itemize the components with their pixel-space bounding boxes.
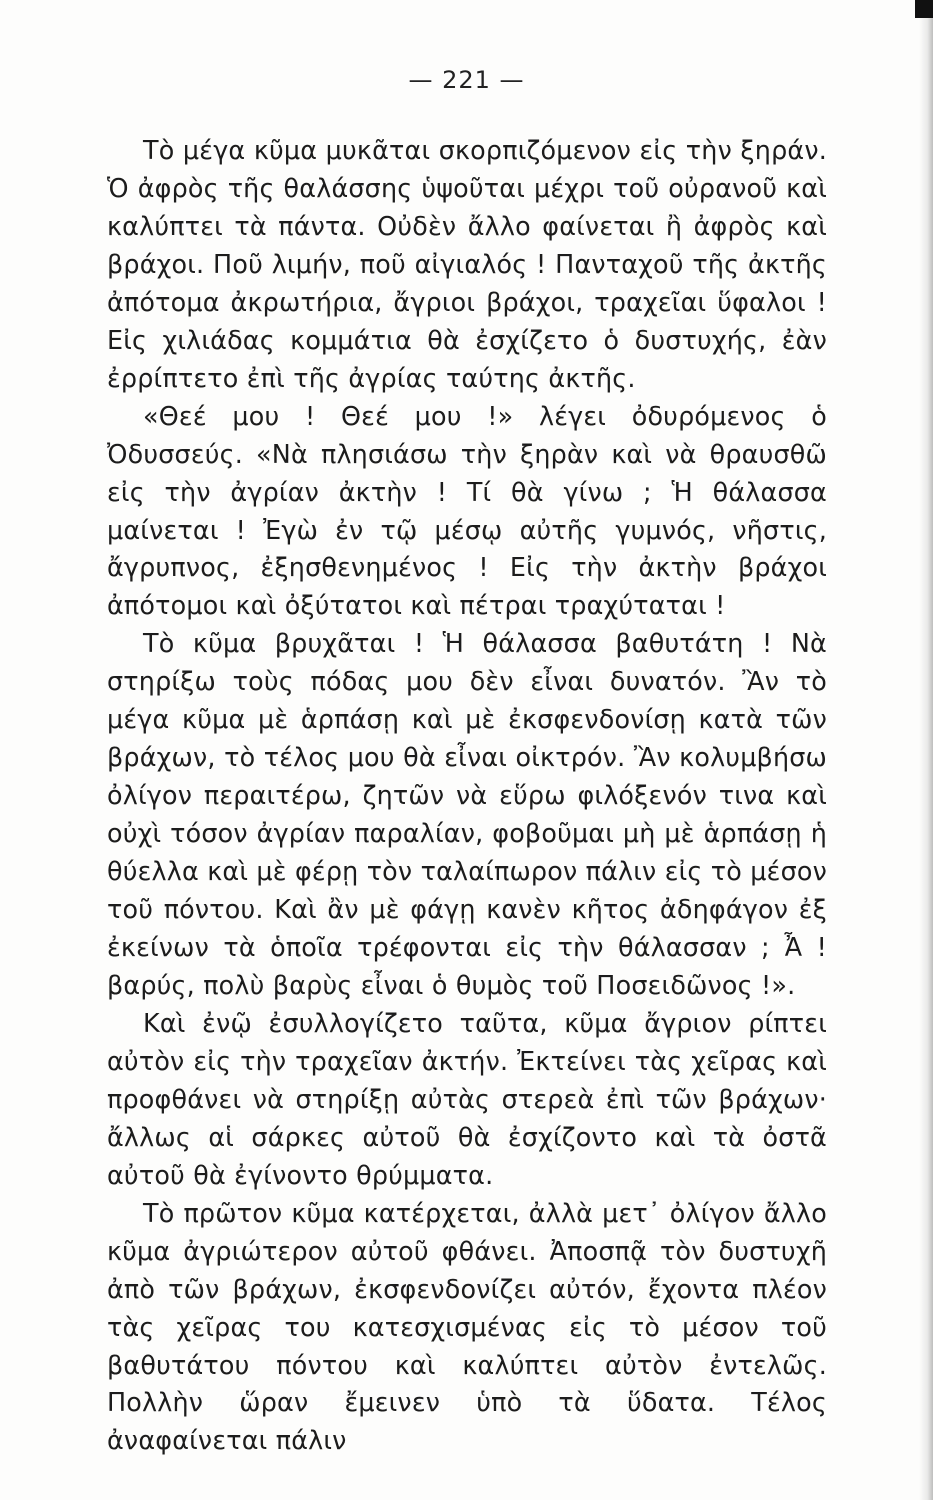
- page-edge-shadow: [919, 0, 933, 1500]
- page-number: — 221 —: [408, 66, 525, 94]
- body-text: [107, 132, 827, 1460]
- paragraph: Τὸ κῦμα βρυχᾶται ! Ἡ θάλασσα βαθυτάτη ! Νὰ στηρίξω τοὺς πόδας μου δὲν εἶναι δυνατόν. Ἂν τὸ μέγα κῦμα μὲ ἁρπάσῃ καὶ μὲ ἐκσφενδονίσῃ κατὰ τῶν βράχων, τὸ τέλος μου θὰ εἶναι οἰκτρόν. Ἂν κολυμβήσω ὀλίγον περαιτέρω, ζητῶν νὰ εὕρω φιλόξενόν τινα καὶ οὐχὶ τόσον ἀγρίαν παραλίαν, φοβοῦμαι μὴ μὲ ἁρπάσῃ ἡ θύελλα καὶ μὲ φέρῃ τὸν ταλαίπωρον πάλιν εἰς τὸ μέσον τοῦ πόντου. Καὶ ἂν μὲ φάγῃ κανὲν κῆτος ἀδηφάγον ἐξ ἐκείνων τὰ ὁποῖα τρέφονται εἰς τὴν θάλασσαν ; Ἆ ! βαρύς, πολὺ βαρὺς εἶναι ὁ θυμὸς τοῦ Ποσειδῶνος !».: [107, 628, 827, 1000]
- paragraph: Τὸ μέγα κῦμα μυκᾶται σκορπιζόμενον εἰς τὴν ξηράν. Ὁ ἀφρὸς τῆς θαλάσσης ὑψοῦται μέχρι τοῦ οὐρανοῦ καὶ καλύπτει τὰ πάντα. Οὐδὲν ἄλλο φαίνεται ἢ ἀφρὸς καὶ βράχοι. Ποῦ λιμήν, ποῦ αἰγιαλός ! Πανταχοῦ τῆς ἀκτῆς ἀπότομα ἀκρωτήρια, ἄγριοι βράχοι, τραχεῖαι ὕφαλοι ! Εἰς χιλιάδας κομμάτια θὰ ἐσχίζετο ὁ δυστυχής, ἐὰν ἐρρίπτετο ἐπὶ τῆς ἀγρίας ταύτης ἀκτῆς.: [107, 135, 827, 393]
- paragraph: Καὶ ἐνῷ ἐσυλλογίζετο ταῦτα, κῦμα ἄγριον ρίπτει αὐτὸν εἰς τὴν τραχεῖαν ἀκτήν. Ἐκτείνει τὰς χεῖρας καὶ προφθάνει νὰ στηρίξῃ αὐτὰς στερεὰ ἐπὶ τῶν βράχων· ἄλλως αἱ σάρκες αὐτοῦ θὰ ἐσχίζοντο καὶ τὰ ὀστᾶ αὐτοῦ θὰ ἐγίνοντο θρύμματα.: [107, 1007, 827, 1190]
- scan-corner-mark: [915, 0, 933, 18]
- paragraph: «Θεέ μου ! Θεέ μου !» λέγει ὀδυρόμενος ὁ Ὀδυσσεύς. «Νὰ πλησιάσω τὴν ξηρὰν καὶ νὰ θραυσθῶ εἰς τὴν ἀγρίαν ἀκτὴν ! Τί θὰ γίνω ; Ἡ θάλασσα μαίνεται ! Ἐγὼ ἐν τῷ μέσῳ αὐτῆς γυμνός, νῆστις, ἄγρυπνος, ἐξησθενημένος ! Εἰς τὴν ἀκτὴν βράχοι ἀπότομοι καὶ ὀξύτατοι καὶ πέτραι τραχύταται !: [107, 400, 827, 621]
- paragraph: Τὸ πρῶτον κῦμα κατέρχεται, ἀλλὰ μετ᾽ ὀλίγον ἄλλο κῦμα ἀγριώτερον αὐτοῦ φθάνει. Ἀποσπᾷ τὸν δυστυχῆ ἀπὸ τῶν βράχων, ἐκσφενδονίζει αὐτόν, ἔχοντα πλέον τὰς χεῖρας του κατεσχισμένας εἰς τὸ μέσον τοῦ βαθυτάτου πόντου καὶ καλύπτει αὐτὸν ἐντελῶς. Πολλὴν ὥραν ἔμεινεν ὑπὸ τὰ ὕδατα. Τέλος ἀναφαίνεται πάλιν: [107, 1197, 827, 1456]
